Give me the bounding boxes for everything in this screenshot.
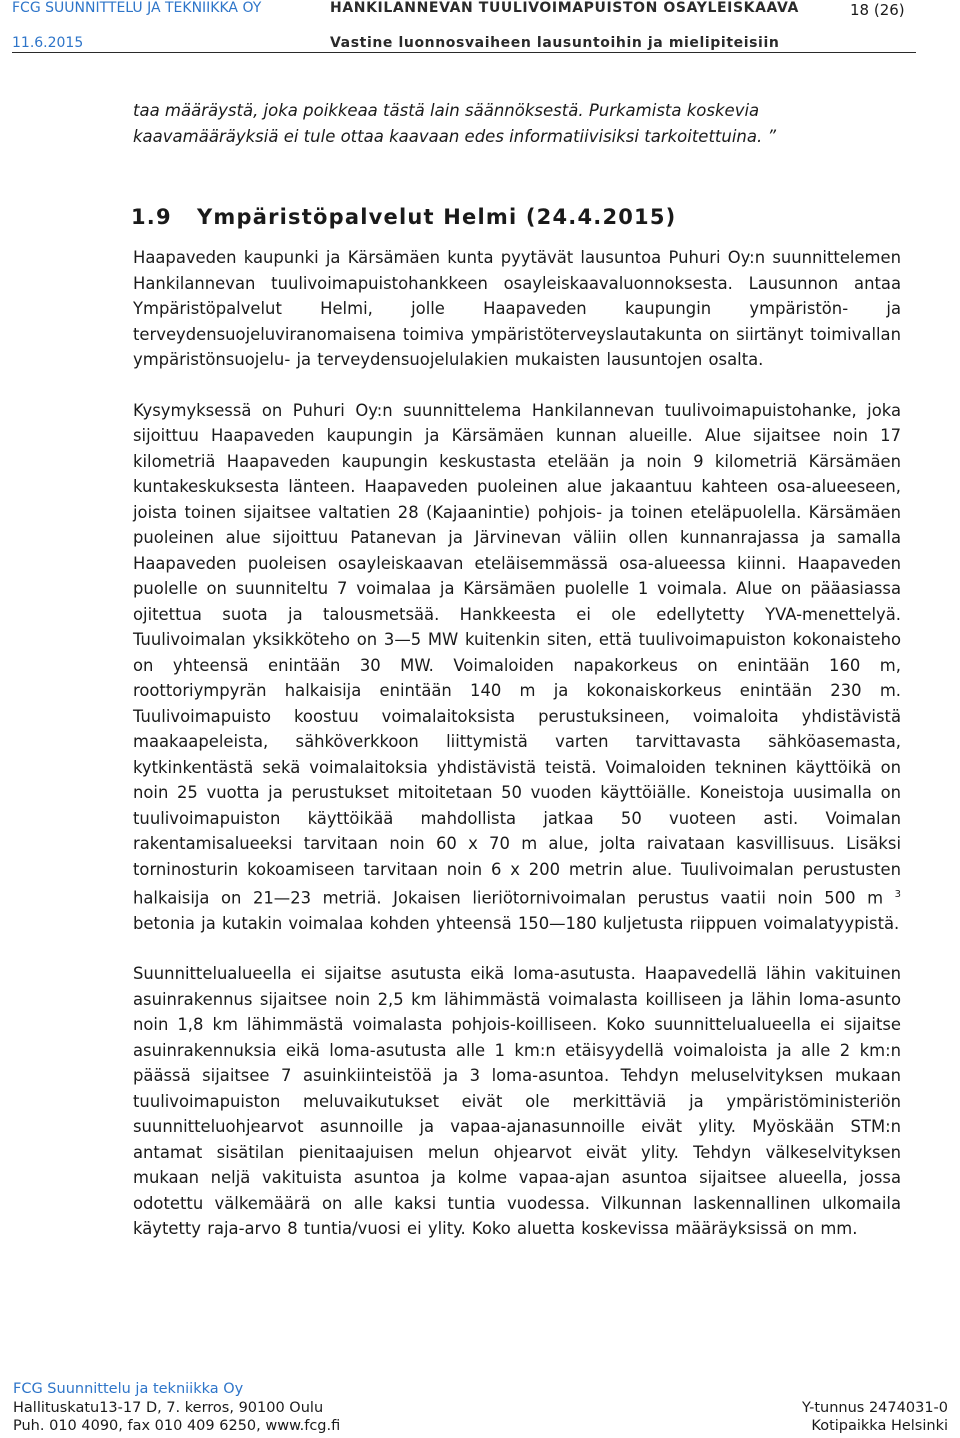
page-content bbox=[133, 98, 901, 1267]
page-number: 18 (26) bbox=[850, 1, 905, 19]
section-heading bbox=[131, 205, 901, 229]
paragraph-intro: Haapaveden kaupunki ja Kärsämäen kunta pyytävät lausuntoa Puhuri Oy:n suunnittelemen Hankilannevan tuulivoimapuistohankkeen osayleiskaavaluonnoksesta. Lausunnon antaa Ympäristöpalvelut Helmi, jolle Haapaveden kaupungin ympäristön- ja terveydensuojeluviranomaisena toimiva ympäristöterveyslautakunta on siirtänyt toimivallan ympäristönsuojelu- ja terveydensuojelulakien mukaisten lausuntojen osalta. bbox=[133, 248, 901, 369]
paragraph-project bbox=[133, 398, 901, 937]
paragraph-project-end: betonia ja kutakin voimalaa kohden yhteensä 150—180 kuljetusta riippuen voimalatyypistä. bbox=[133, 913, 900, 933]
paragraph-project-text: Kysymyksessä on Puhuri Oy:n suunnittelema Hankilannevan tuulivoimapuistohanke, joka sijoittuu Haapaveden kaupungin ja Kärsämäen kunnan alueille. Alue sijaitsee noin 17 kilometriä Haapaveden kaupungin keskustasta etelään ja noin 9 kilometriä Kärsämäen kuntakeskuksesta länteen. Haapaveden puoleinen alue jakaantuu kahteen osa-alueeseen, joista toinen sijaitsee valtatien 28 (Kajaanintie) pohjois- ja toinen eteläpuolella. Kärsämäen puoleinen alue sijoittuu Patanevan ja Järvinevan väliin ollen kunnanrajassa ja samalla Haapaveden puoleisen osayleiskaavan eteläisemmässä osa-alueessa kiinni. Haapaveden puolelle on suunniteltu 7 voimalaa ja Kärsämäen puolelle 1 voimala. Alue on pääasiassa ojitettua suota ja talousmetsää. Hankkeesta ei ole edellytetty YVA-menettelyä. Tuulivoimalan yksikköteho on 3—5 MW kuitenkin siten, että tuulivoimapuiston kokonaisteho on yhteensä enintään 30 MW. Voimaloiden napakorkeus on enintään 160 m, roottoriympyrän halkaisija enintään 140 m ja kokonaiskorkeus enintään 230 m. Tuulivoimapuisto koostuu voimalaitoksista perustuksineen, voimaloita yhdistävistä maakaapeleista, sähköverkkoon liittymistä varten tarvittavasta sähköasemasta, kytkinkentästä sekä voimalaitoksia yhdistävistä teistä. Voimaloiden tekninen käyttöikä on noin 25 vuotta ja perustukset mitoitetaan 50 vuoden käyttöiälle. Koneistoja uusimalla on tuulivoimapuiston käyttöikää mahdollista jatkaa 50 vuoteen asti. Voimalan rakentamisalueeksi tarvitaan noin 60 x 70 m alue, jolta raivataan kasvillisuus. Lisäksi torninosturin kokoamiseen tarvitaan noin 6 x 200 metrin alue. Tuulivoimalan perustusten halkaisija on 21—23 metriä. Jokaisen lieriötornivoimalan perustus vaatii noin 500 m bbox=[133, 400, 901, 908]
page-header bbox=[12, 0, 916, 53]
paragraph-residences: Suunnittelualueella ei sijaitse asutusta eikä loma-asutusta. Haapavedellä lähin vakituinen asuinrakennus sijaitsee noin 2,5 km lähimmästä voimalasta koilliseen ja lähin loma-asunto noin 1,8 km lähimmästä voimalasta pohjois-koilliseen. Koko suunnittelualueella ei sijaitse asuinrakennuksia eikä loma-asutusta alle 1 km:n etäisyydellä voimaloista ja alle 2 km:n päässä sijaitsee 7 asuinkiinteistöä ja 3 loma-asuntoa. Tehdyn meluselvityksen mukaan tuulivoimapuiston meluvaikutukset eivät ole merkittäviä ja ympäristöministeriön suunnitteluohjearvot asunnoille ja vapaa-ajanasunnoille eivät ylity. Myöskään STM:n antamat sisätilan pienitaajuisen melun ohjearvot eivät ylity. Tehdyn välkeselvityksen mukaan neljä vakituista asuntoa ja kolme vapaa-ajan asuntoa sijaitsee alueella, jossa odotettu välkemäärä on alle kaksi tuntia vuodessa. Vilkunnan laskennallinen ulkomaila käytetty raja-arvo 8 tuntia/vuosi ei ylity. Koko aluetta koskevissa määräyksissä on mm. bbox=[133, 964, 901, 1239]
page-footer bbox=[13, 1380, 948, 1436]
footer-domicile: Kotipaikka Helsinki bbox=[811, 1418, 948, 1434]
section-title: Ympäristöpalvelut Helmi (24.4.2015) bbox=[197, 205, 677, 229]
header-title: HANKILANNEVAN TUULIVOIMAPUISTON OSAYLEISKAAVA bbox=[330, 0, 799, 16]
footer-business-id: Y-tunnus 2474031-0 bbox=[801, 1399, 948, 1416]
header-subtitle: Vastine luonnosvaiheen lausuntoihin ja mielipiteisiin bbox=[330, 35, 780, 51]
superscript-3: 3 bbox=[894, 889, 901, 900]
footer-company: FCG Suunnittelu ja tekniikka Oy bbox=[13, 1381, 244, 1397]
section-number: 1.9 bbox=[131, 205, 172, 229]
header-company: FCG SUUNNITTELU JA TEKNIIKKA OY bbox=[12, 0, 262, 16]
footer-phone-row bbox=[13, 1417, 948, 1436]
header-date: 11.6.2015 bbox=[12, 35, 84, 51]
footer-address-row bbox=[13, 1399, 948, 1418]
footer-phone: Puh. 010 4090, fax 010 409 6250, www.fcg.fi bbox=[13, 1418, 341, 1434]
quote-continuation: taa määräystä, joka poikkeaa tästä lain säännöksestä. Purkamista koskevia kaavamääräyksiä ei tule ottaa kaavaan edes informatiivisiksi tarkoitettuina. ” bbox=[133, 101, 777, 146]
footer-address: Hallituskatu13-17 D, 7. kerros, 90100 Oulu bbox=[13, 1399, 324, 1416]
